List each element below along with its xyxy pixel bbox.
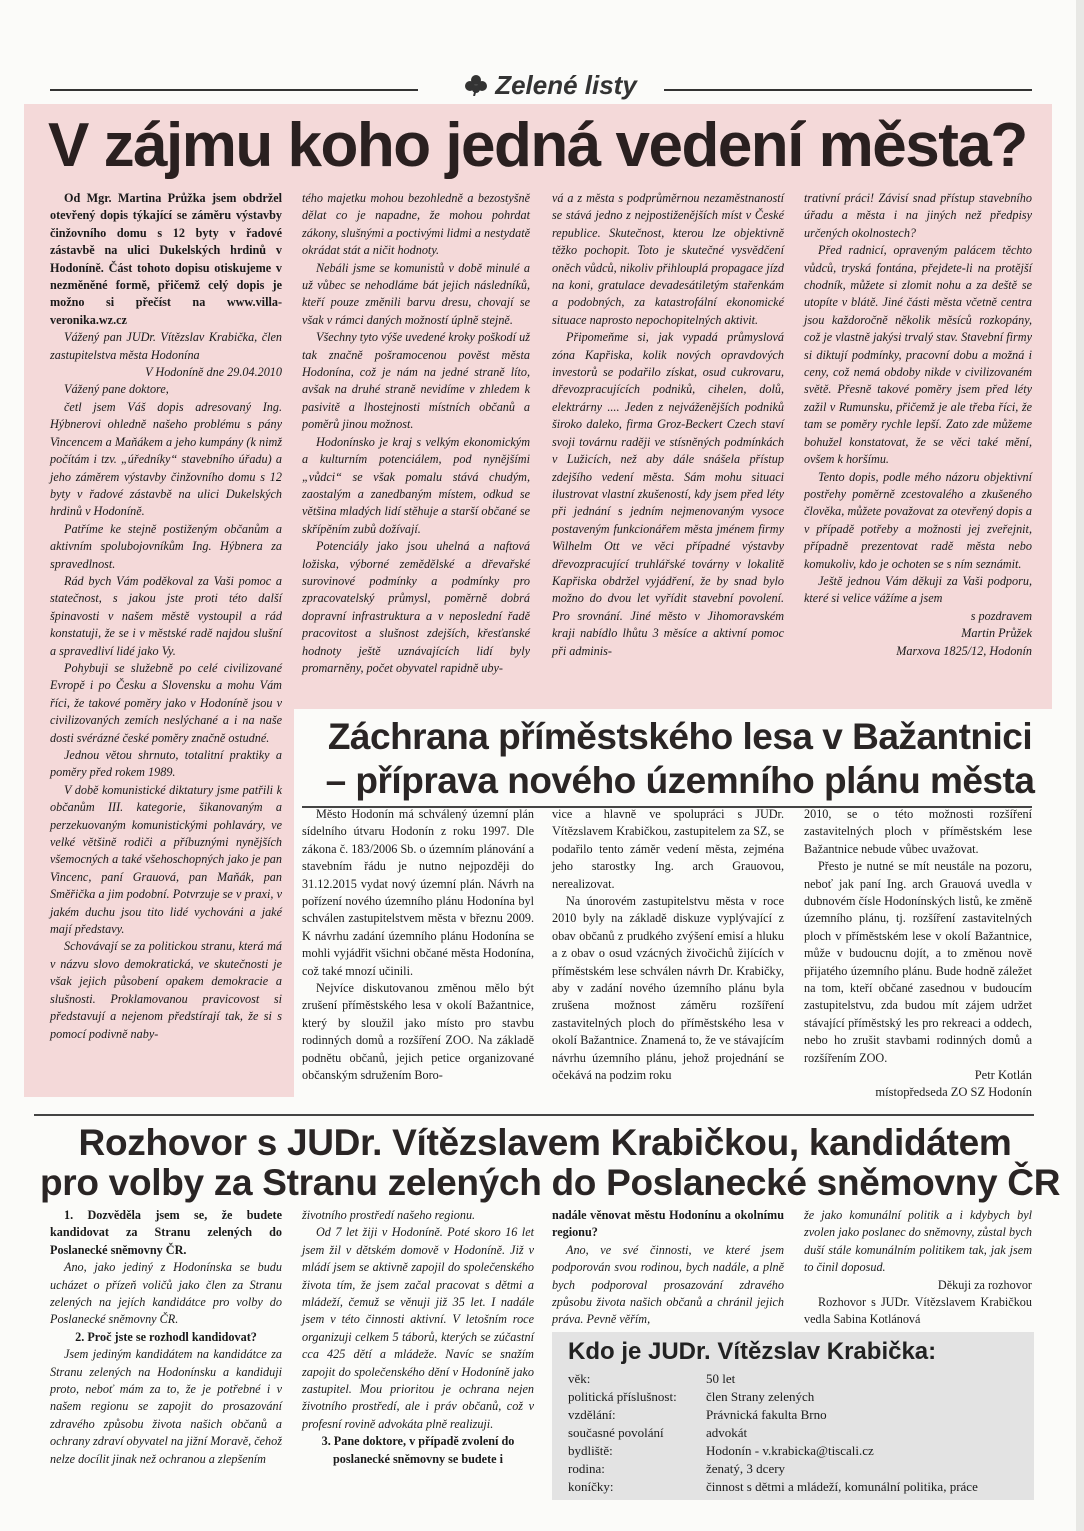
article1-column-1 [50, 190, 282, 1043]
article1-column-4 [804, 190, 1032, 660]
paragraph: tého majetku mohou bezohledně a bezostyšně dělat co je napadne, že mohou pohrdat zákony, slušnými a poctivými lidmi a nestydatě okrádat stát a ničit hodnoty. [302, 191, 530, 258]
article2-column-1 [302, 806, 534, 1085]
paragraph: že jako komunální politik a i kdybych byl zvolen jako poslanec do sněmovny, zůstal bych duší stále komunálním politikem tak, jak jsem to činil doposud. [804, 1208, 1032, 1275]
article2-column-3 [804, 806, 1032, 1067]
article1-column-3 [552, 190, 784, 660]
infobox-row-value: advokát [706, 1425, 748, 1440]
paragraph: Všechny tyto výše uvedené kroky poškodí už tak značně pošramocenou pověst města Hodonína, což je nám na jedné straně líto, avšak na druhé straně nevidíme v zhledem k pasivitě a lhostejnosti místních občanů a poměrů jinou možnost. [302, 330, 530, 432]
infobox-title: Kdo je JUDr. Vítězslav Krabička: [568, 1338, 937, 1365]
paragraph: životního prostředí našeho regionu. [302, 1208, 476, 1222]
article1-headline: V zájmu koho jedná vedení města? [48, 111, 1027, 180]
paragraph: Hodonínsko je kraj s velkým ekonomickým a kulturním potenciálem, pod nynějšími „vůdci“ se však pomalu stává chudým, zaostalým a zanedbaným místem, odkud se většina mladých lidí stěhuje a starší občané se skřípěním zubů dožívají. [302, 434, 530, 536]
infobox-row-key: vzdělání: [568, 1407, 616, 1422]
paragraph: Ano, jako jediný z Hodonínska se budu ucházet o přízeň voličů jako člen za Stranu zelených na jejích kandidátce pro volby do Poslanecké sněmovny ČR. [50, 1260, 282, 1327]
infobox-row-value: člen Strany zelených [706, 1389, 815, 1404]
masthead-title: Zelené listy [495, 70, 637, 100]
paragraph: Od Mgr. Martina Průžka jsem obdržel otevřený dopis týkající se záměru výstavby činžovního domu s 12 byty v řadové zástavbě na ulici Dukelských hrdinů v Hodoníně. Část tohoto dopisu otiskujeme v nezměněné formě, přičemž celý dopis je možno si přečíst na www.villa-veronika.wz.cz [50, 191, 282, 327]
paragraph: Schovávají se za politickou stranu, která má v názvu slovo demokratická, ve skutečnosti je však jejich působení opakem demokracie a slušnosti. Proklamovanou pravicovost si představují a nejenom předstírají tak, že si s pomocí podivně naby- [50, 939, 282, 1041]
article2-signature-name: Petr Kotlán [974, 1068, 1032, 1082]
paragraph: V době komunistické diktatury jsme patřili k občanům III. kategorie, šikanovaným a perzekuovaným komunistickými pohlaváry, ve velké většině rodiči a příbuznými nynějších všemocných a také všehoschopných jako je pan Vincenc, paní Grauová, pan Maňák, pan Směřička a jim podobní. Potvrzuje se v praxi, v jakém duchu jsou tito lidé vychováni a jaké mají představy. [50, 782, 282, 937]
article3-headline-line1: Rozhovor s JUDr. Vítězslavem Krabičkou, kandidátem [78, 1122, 1012, 1163]
paragraph: vice a hlavně ve spolupráci s JUDr. Vítězslavem Krabičkou, zastupitelem za SZ, se podařilo tento záměr vedení města, zejména jeho starostky Ing. arch Grauovou, nerealizovat. [552, 807, 784, 891]
page-edge-shadow [1076, 0, 1084, 1531]
masthead [420, 70, 680, 101]
infobox-row-value: 50 let [706, 1371, 736, 1386]
paragraph: Vážený pan JUDr. Vítězslav Krabička, člen zastupitelstva města Hodonína [50, 330, 282, 362]
article2-signature-role: místopředseda ZO SZ Hodonín [875, 1085, 1032, 1100]
article3-headline-line2: pro volby za Stranu zelených do Poslanecké sněmovny ČR [40, 1162, 1061, 1203]
paragraph: Potenciály jako jsou uhelná a naftová ložiska, výborné zemědělské a dřevařské surovinové podmínky a podmínky pro zpracovatelský průmysl, poměrně dobrá dopravní infrastruktura a v neposlední řadě pracovitost a slušnost zdejších, křesťanské hodnoty ještě uznávajících lidí byly promarněny, počet obyvatel rapidně uby- [302, 539, 530, 675]
article2-signature [804, 1067, 1032, 1102]
infobox-row-value: Právnická fakulta Brno [706, 1407, 827, 1422]
paragraph: Pohybuji se služebně po celé civilizované Evropě i po Česku a Slovensku a mohu Vám říci, že takové poměry jako v Hodoníně jsou v civilizovaných zemích neslýchané a i na naše dosti svérázné české poměry značně ostudné. [50, 660, 282, 745]
paragraph: nadále věnovat městu Hodonínu a okolnímu regionu? [552, 1208, 784, 1240]
infobox-row-key: bydliště: [568, 1443, 613, 1458]
article2-column-2 [552, 806, 784, 1085]
paragraph: Tento dopis, podle mého názoru objektivní postřehy poměrně zcestovalého a zkušeného člověka, můžete považovat za otevřený dopis a v případě potřeby a možnosti jej zveřejnit, případně prezentovat radě města nebo komukoliv, kdo je ochoten se s ním seznámit. [804, 469, 1032, 571]
article2-headline-line2: – příprava nového územního plánu města [325, 760, 1035, 801]
paragraph: Patříme ke stejně postiženým občanům a aktivním spolubojovníkům Ing. Hýbnera za spravedlnost. [50, 521, 282, 571]
article1-column-2 [302, 190, 530, 677]
infobox-row-value: Hodonín - v.krabicka@tiscali.cz [706, 1443, 874, 1458]
infobox-row-key: rodina: [568, 1461, 605, 1476]
infobox-row-key: věk: [568, 1371, 591, 1386]
paragraph: s pozdravem [970, 608, 1032, 623]
paragraph: Připomeňme si, jak vypadá průmyslová zóna Kapřiska, kolik nových opravdových investorů se podařilo získat, osud cukrovaru, dřevozpracujících podniků, cihelen, dolů, elektrárny .... Jeden z nejváženějších podniků široko daleko, firma Groz-Beckert Czech staví svoji továrnu raději ve stísněných podmínkách v Lužicích, než aby dále snášela přístup zdejšího vedení města. Sám mohu situaci ilustrovat vlastní zkušeností, kdy jsem před léty při jednání s jedním nejmenovaným vysoce postaveným funkcionářem města jménem firmy Wilhelm Ott ve věci případné výstavby dřevozpracující truhlářské továrny v lokalitě Kapřiska obdržel vyjádření, že by snad bylo možno do dvou let vyřídit stavební povolení. Pro srovnání. Jiné město v Jihomoravském kraji nabídlo lhůtu 3 měsíce a aktivní pomoc při adminis- [552, 330, 784, 658]
article3-column-4 [804, 1207, 1032, 1329]
clover-icon [463, 74, 489, 96]
paragraph: Ještě jednou Vám děkuji za Vaši podporu, které si velice vážíme a jsem [804, 573, 1032, 606]
paragraph: 3. Pane doktore, v případě zvolení do poslanecké sněmovny se budete i [321, 1434, 515, 1466]
article3-column-3 [552, 1207, 784, 1329]
paragraph: 2010, se o této možnosti rozšíření zastavitelných ploch v příměstském lese Bažantnice nebude vůbec uvažovat. [804, 807, 1032, 856]
paragraph: Marxova 1825/12, Hodonín [896, 643, 1032, 658]
paragraph: Nebáli jsme se komunistů v době minulé a už vůbec se nehodláme bát jejich následníků, kteří pouze změnili barvu dresu, chovají se však v rámci daných možností úplně stejně. [302, 260, 530, 327]
paragraph: Jednou větou shrnuto, totalitní praktiky a poměry před rokem 1989. [50, 748, 282, 780]
infobox-row-key: politická příslušnost: [568, 1389, 677, 1404]
paragraph: Jsem jediným kandidátem na kandidátce za Stranu zelených na Hodonínsku a kandiduji proto, neboť mám za to, že je potřebné i v našem regionu se zapojit do prosazování zdravého způsobu života našich občanů a ochrany zdraví obyvatel na jižní Moravě, čehož nelze docílit jinak než ochranou a zlepšením [50, 1347, 282, 1466]
paragraph: Vážený pane doktore, [64, 382, 169, 397]
article3-column-1 [50, 1207, 282, 1468]
paragraph: Přesto je nutné se mít neustále na pozoru, neboť jak paní Ing. arch Grauová uvedla v dubnovém čísle Hodonínských listů, ke změně územního plánu, tj. rozšíření zastavitelných ploch v příměstském lese v okolí Bažantnice, může v budoucnu dojít, a to změnou nově přijatého územního plánu. Bude hodně záležet na tom, kteří občané zasednou v budoucím zastupitelstvu, zda budou mít zájem udržet stávající příměstský les pro rekreaci a oddech, nebo ho zrušit stavbami rodinných domů a rozšířením ZOO. [804, 859, 1032, 1065]
infobox-row-value: činnost s dětmi a mládeží, komunální politika, práce [706, 1479, 978, 1494]
paragraph: trativní práci! Závisí snad přístup stavebního úřadu a města i na jiných než předpisy určených okolnostech? [804, 191, 1032, 240]
paragraph: Ano, ve své činnosti, ve které jsem podporován svou rodinou, bych nadále, a plně bych podporoval prosazování zdravého způsobu života našich občanů a chránil jejich práva. Pevně věřím, [552, 1242, 784, 1327]
paragraph: Rád bych Vám poděkoval za Vaši pomoc a statečnost, s jakou jste proti této další špinavosti v našem městě vystoupil a rád konstatuji, že se i v městské radě najdou slušní a spravedliví lidé jako Vy. [50, 573, 282, 658]
article3-top-rule [34, 1114, 1034, 1116]
infobox-row-key: současné povolání [568, 1425, 664, 1440]
paragraph: Město Hodonín má schválený územní plán sídelního útvaru Hodonín z roku 1997. Dle zákona č. 183/2006 Sb. o územním plánování a stavebním řádu je nutno nejpozději do 31.12.2015 vydat nový územní plán. Návrh na pořízení nového územního plánu Hodonína byl schválen zastupitelstvem města v březnu 2009. K návrhu zadání územního plánu Hodonína se mohli vyjádřit všichni občané města Hodonína, což také mnozí učinili. [302, 807, 534, 978]
paragraph: Před radnicí, opraveným palácem těchto vůdců, tryská fontána, přejdete-li na protější chodník, můžete si zlomit nohu a za deště se utopíte v blátě. Jiné části města včetně centra jsou každoročně několik měsíců rozkopány, což je vlastně jakýsi trvalý stav. Stavební firmy si diktují podmínky, pracovní dobu a možná i ceny, což nemá obdoby nikde v civilizovaném světě. Přesně takové poměry jsem před léty zažil v Rumunsku, přičemž je ale třeba říci, že tam se poměry rychle lepší. Zato zde můžeme bohužel konstatovat, že se věci také mění, ovšem k horšímu. [804, 243, 1032, 467]
paragraph: četl jsem Váš dopis adresovaný Ing. Hýbnerovi ohledně našeho problému s pány Vincencem a Maňákem a jeho kumpány (k nimž počítám i tzv. „úředníky“ stavebního úřadu) a jeho záměrem výstavby činžovního domu s 12 byty v řadové zástavbě na ulici Dukelských hrdinů v Hodoníně. [50, 399, 282, 519]
paragraph: V Hodoníně dne 29.04.2010 [145, 365, 282, 380]
masthead-rule-right [664, 89, 1032, 91]
paragraph: Od 7 let žiji v Hodoníně. Poté skoro 16 let jsem žil v dětském domově v Hodoníně. Již v mládí jsem se aktivně zapojil do společenského života tím, že jsem začal pracovat s dětmi a mládeží, čemuž se věnuji již 35 let. I nadále jsem v této činnosti aktivní. V letošním roce organizuji celkem 5 táborů, kterých se zúčastní cca 425 dětí a mládeže. Navíc se snažím zapojit do společenského dění v Hodoníně jako zastupitel. Mou prioritou je ochrana nejen životního prostředí, ale i práv občanů, což v profesní rovině advokáta plně realizuji. [302, 1225, 534, 1431]
paragraph: Nejvíce diskutovanou změnou mělo být zrušení příměstského lesa v okolí Bažantnice, který by sloužil jako místo pro stavbu rodinných domů a rozšíření ZOO. Na základě podnětu občanů, jejich petice organizované občanským sdružením Boro- [302, 981, 534, 1083]
paragraph: Na únorovém zastupitelstvu města v roce 2010 byly na základě diskuze vyplývající z obav občanů z prudkého zvýšení emisí a hluku a z obav o osud vzácných živočichů žijících v příměstském lese schválen návrh Dr. Krabičky, aby v zadání nového územního plánu byla zrušena možnost záměru rozšíření zastavitelných ploch do příměstského lesa v okolí Bažantnice. Znamená to, že ve stávajícím návrhu územního plánu, jehož projednání se očekává na podzim roku [552, 894, 784, 1083]
masthead-rule-left [50, 89, 418, 91]
paragraph: Děkuji za rozhovor [937, 1277, 1032, 1292]
article3-column-2 [302, 1207, 534, 1468]
paragraph: Martin Průžek [961, 626, 1032, 641]
infobox-row-value: ženatý, 3 dcery [706, 1461, 786, 1476]
infobox-row-key: koníčky: [568, 1479, 614, 1494]
paragraph: Rozhovor s JUDr. Vítězslavem Krabičkou vedla Sabina Kotlánová [804, 1295, 1032, 1327]
paragraph: 1. Dozvěděla jsem se, že budete kandidovat za Stranu zelených do Poslanecké sněmovny ČR. [50, 1208, 282, 1257]
paragraph: 2. Proč jste se rozhodl kandidovat? [75, 1329, 257, 1344]
article2-headline-line1: Záchrana příměstského lesa v Bažantnici [327, 716, 1033, 757]
paragraph: vá a z města s podprůměrnou nezaměstnaností se stává jedno z nejpostiženějších míst v České republice. Skutečnost, kterou lze objektivně těžko pochopit. Toto je skutečné vysvědčení oněch vůdců, nikoliv přihlouplá propagace jízd na koni, gratulace devadesátiletým stařenkám a podobných, za katastrofální ekonomické situace naprosto nepochopitelných aktivit. [552, 191, 784, 327]
